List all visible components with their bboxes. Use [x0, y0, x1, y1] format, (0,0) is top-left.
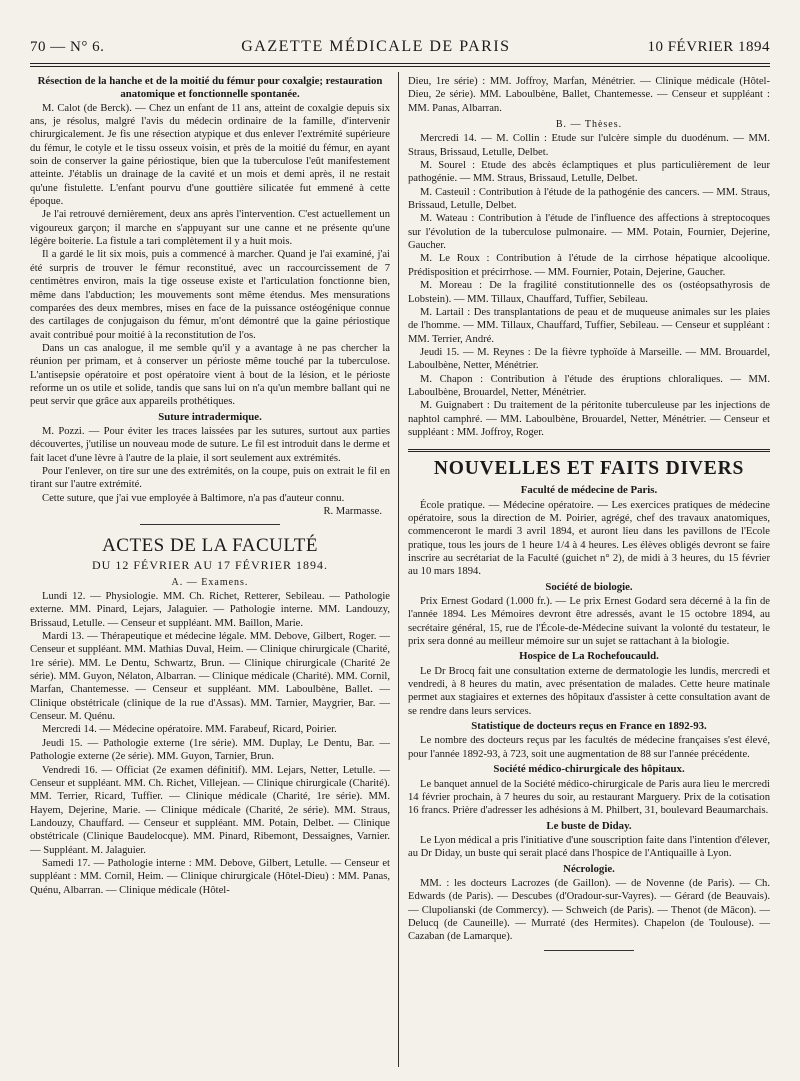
biologie-heading: Société de biologie. [545, 580, 633, 593]
page-header [30, 38, 770, 60]
necrologie-heading: Nécrologie. [563, 862, 615, 875]
actes-title: ACTES DE LA FACULTÉ [102, 535, 318, 557]
examen-entry: Vendredi 16. — Officiat (2e examen définitif). MM. Lejars, Netter, Letulle. — Censeur et suppléant. MM. Ch. Richet, Villejean. — Clinique chirurgicale (Charité). MM. Terrier, Ricard, Tuffier. — Clinique médicale (Charité, 1re série). MM. Hayem, Dejerine, Marie. — Clinique médicale (Charité, 2e série). MM. Straus, Landouzy, Chauffard. — Censeur et suppléant. MM. Potain, Delbet. — Clinique obstétricale (Clinique Baudelocque). MM. Pinard, Ribemont, Dessaignes, Varnier. — Suppléant. M. Jalaguier. [30, 764, 390, 856]
examen-entry: Mardi 13. — Thérapeutique et médecine légale. MM. Debove, Gilbert, Roger. — Censeur et suppléant. MM. Mathias Duval, Heim. — Clinique chirurgicale (Charité, 1re série). MM. Le Dentu, Schwartz, Brun. — Clinique chirurgicale (Charité 2e série). MM. Guyon, Nélaton, Albarran. — Clinique médicale (Charité). MM. Cornil, Marfan, Chantemesse. — Censeur et suppléant. MM. Laboulbène, Ballet. — Clinique obstétricale (clinique de la rue d'Assas). MM. Tarnier, Maygrier, Bar. — Censeur. M. Quénu. [30, 631, 390, 723]
statistique-heading: Statistique de docteurs reçus en France en 1892-93. [471, 720, 707, 733]
these-entry: M. Wateau : Contribution à l'étude de l'influence des affections à streptocoques sur l'évolution de la tuberculose pulmonaire. — MM. Potain, Fournier, Dejerine, Gaucher. [408, 213, 770, 252]
resection-title: Résection de la hanche et de la moitié du fémur pour coxalgie; restauration anatomique et fonctionnelle spontanée. [37, 75, 383, 101]
calot-paragraph: Il a gardé le lit six mois, puis a commencé à marcher. Quand je l'ai examiné, j'ai été surpris de trouver le fémur reconstitué, avec un raccourcissement de 7 centimètres environ, mais la tige osseuse existe et l'articulation fonctionne bien, même dans l'abduction; les mouvements sont même étendus. Mes mensurations comparées des deux membres, mises en face de la puissance ostéogénique connue des cartilages de conjugaison du fémur, m'ont démontré que la gaine périostique avait contribué pour moitié à la reconstitution de l'os. [30, 249, 390, 341]
column-divider [398, 72, 399, 1067]
societe-text: Le banquet annuel de la Société médico-chirurgicale de Paris aura lieu le mercredi 14 février prochain, à 7 heures du soir, au restaurant Marguery. Prix de la cotisation 16 francs. Prière d'adresser les adhésions à M. Philbert, 31, boulevard Beaumarchais. [408, 778, 770, 817]
these-entry: M. Sourel : Etude des abcès éclamptiques et plus particulièrement de leur pathogénie. — MM. Straus, Brissaud, Letulle, Delbet. [408, 160, 770, 185]
examen-entry: Lundi 12. — Physiologie. MM. Ch. Richet, Retterer, Sebileau. — Pathologie externe. MM. Pinard, Lejars, Jalaguier. — Pathologie interne. MM. Landouzy, Brissaud, Letulle. — Censeur et suppléant. MM. Baillon, Marie. [30, 591, 390, 629]
end-rule [544, 950, 634, 951]
diday-heading: Le buste de Diday. [546, 819, 632, 832]
author-signature: R. Marmasse. [323, 506, 382, 517]
these-entry: M. Lartail : Des transplantations de peau et de muqueuse animales sur les plaies de l'homme. — MM. Tillaux, Chauffard, Tuffier, Sebileau. — Censeur et suppléant : MM. Terrier, André. [408, 306, 770, 345]
examen-entry: Samedi 17. — Pathologie interne : MM. Debove, Gilbert, Letulle. — Censeur et suppléant : MM. Cornil, Heim. — Clinique chirurgicale (Hôtel-Dieu) : MM. Panas, Quénu, Albarran. — Clinique médicale (Hôtel- [30, 857, 390, 896]
actes-dates: DU 12 FÉVRIER AU 17 FÉVRIER 1894. [91, 558, 328, 573]
these-entry: M. Guignabert : Du traitement de la péritonite tuberculeuse par les injections de naphtol camphré. — MM. Laboulbène, Brouardel, Netter, Ménétrier. — Censeur et suppléant : MM. Joffroy, Roger. [408, 400, 770, 438]
suture-title: Suture intradermique. [158, 410, 262, 423]
these-entry: Jeudi 15. — M. Reynes : De la fièvre typhoïde à Marseille. — MM. Brouardel, Laboulbène, Netter, Ménétrier. [408, 346, 770, 372]
header-rule-thin [30, 66, 770, 67]
page-number: 70 — N° 6. [30, 39, 105, 55]
faculte-heading: Faculté de médecine de Paris. [520, 484, 658, 497]
diday-text: Le Lyon médical a pris l'initiative d'une souscription faite dans l'intention d'élever, au Dr Diday, un buste qui serait placé dans l'hospice de l'Antiquaille à Lyon. [408, 834, 770, 860]
these-entry: M. Casteuil : Contribution à l'étude de la pathogénie des cancers. — MM. Straus, Brissaud, Letulle, Delbet. [408, 186, 770, 212]
calot-paragraph: M. Calot (de Berck). — Chez un enfant de 11 ans, atteint de coxalgie depuis six ans, je résolus, malgré l'avis du médecin ordinaire de la famille, d'intervenir chirurgicalement. Je fis une résection atypique et dus enlever l'extrémité supérieure du fémur, le cotyle et le tissu osseux voisin, et près de la moitié du fémur, en ayant soin de conserver la gaine périostique, bien que la tuberculose l'eût manifestement atteinte. J'établis un drainage de la cavité et un mois et demi après, il ne restait qu'une fistulette. L'enfant pourvu d'une gouttière silicatée fut emmené à cette époque. [30, 102, 390, 208]
nouvelles-rule [408, 449, 770, 450]
journal-title: GAZETTE MÉDICALE DE PARIS [241, 38, 511, 55]
these-entry: M. Moreau : De la fragilité constitutionnelle des os (ostéopsathyrosis de Lobstein). — MM. Tillaux, Chauffard, Tuffier, Sebileau. [408, 280, 770, 305]
examens-heading: A. — Examens. [171, 576, 249, 588]
right-column [408, 75, 770, 951]
examen-continuation: Dieu, 1re série) : MM. Joffroy, Marfan, Ménétrier. — Clinique médicale (Hôtel-Dieu, 2e série). MM. Laboulbène, Ballet, Chantemesse. — Censeur et suppléant : MM. Panas, Albarran. [408, 76, 770, 114]
nouvelles-title: NOUVELLES ET FAITS DIVERS [433, 458, 745, 480]
statistique-text: Le nombre des docteurs reçus par les facultés de médecine françaises s'est élevé, pour l'année 1892-93, à 723, soit une augmentation de 88 sur l'année précédente. [408, 735, 770, 760]
issue-date: 10 FÉVRIER 1894 [647, 39, 770, 55]
pozzi-paragraph: M. Pozzi. — Pour éviter les traces laissées par les sutures, surtout aux parties découvertes, j'utilise un nouveau mode de suture. Le fil est introduit dans le derme et fait lacet d'une lèvre à l'autre de la plaie, il sort seulement aux extrémités. [30, 425, 390, 464]
biologie-text: Prix Ernest Godard (1.000 fr.). — Le prix Ernest Godard sera décerné à la fin de l'année 1894. Les Mémoires devront être adressés, avant le 15 octobre 1894, au secrétaire général, 15, rue de l'École-de-Médecine suivant la volonté du testateur, le prix sera donné au meilleur mémoire sur un sujet se rattachant à la biologie. [408, 596, 770, 648]
these-entry: Mercredi 14. — M. Collin : Etude sur l'ulcère simple du duodénum. — MM. Straus, Brissaud, Letulle, Delbet. [408, 133, 770, 158]
pozzi-paragraph: Pour l'enlever, on tire sur une des extrémités, on la coupe, puis on extrait le fil en tirant sur l'autre extrémité. [30, 465, 390, 491]
faculte-text: École pratique. — Médecine opératoire. — Les exercices pratiques de médecine opératoire, sous la direction de M. Poirier, agrégé, chef des travaux anatomiques, commenceront le mardi 3 avril 1894, et auront lieu dans les pavillons de l'Ecole pratique, tous les jours de 1 heure 1/4 à 4 heures. Les élèves obligés devront se faire inscrire au secrétariat de la Faculté (guichet n° 2), de midi à 3 heures, du 15 février au 10 mars 1894. [408, 499, 770, 578]
calot-paragraph: Je l'ai retrouvé dernièrement, deux ans après l'intervention. C'est actuellement un vigoureux garçon; il marche en s'appuyant sur une canne et ne présente qu'une légère boiterie. La fistule a tari complètement il y a huit mois. [30, 209, 390, 248]
hospice-heading: Hospice de La Rochefoucauld. [519, 650, 659, 663]
theses-heading: B. — Thèses. [555, 119, 623, 131]
left-column [30, 75, 390, 897]
calot-paragraph: Dans un cas analogue, il me semble qu'il y a avantage à ne pas chercher la réunion per primam, et à conserver un périoste même touché par la tuberculose. L'antisepsie opératoire et post opératoire vient à bout de la lésion, et le périoste reforme un os utile et solide, tandis que sans lui on n'a qu'un membre ballant qui ne peut servir que grâce aux appareils prothétiques. [30, 342, 390, 408]
societe-heading: Société médico-chirurgicale des hôpitaux. [493, 763, 685, 776]
section-divider [140, 524, 280, 525]
pozzi-paragraph: Cette suture, que j'ai vue employée à Baltimore, n'a pas d'auteur connu. [42, 492, 345, 504]
nouvelles-rule-thin [408, 451, 770, 452]
necrologie-text: MM. : les docteurs Lacrozes (de Gaillon). — de Novenne (de Paris). — Ch. Edwards (de Paris). — Descubes (d'Oradour-sur-Vayres). — Gérard (de Beauvais). — Clupolianski (de Commercy). — Schweich (de Paris). — Thenot (de Mâcon). — Delucq (de Cauneille). — Murraté (des Hermites). Chapelon (de Toulouse). — Cazaban (de Lamarque). [408, 877, 770, 943]
header-rule [30, 63, 770, 64]
hospice-text: Le Dr Brocq fait une consultation externe de dermatologie les lundis, mercredi et vendredi, à 8 heures du matin, avec présentation de malades. Cette heure matinale permet aux stagiaires et externes des hôpitaux d'assister à cette consultation avant de se rendre dans leurs services. [408, 665, 770, 717]
examen-entry: Mercredi 14. — Médecine opératoire. MM. Farabeuf, Ricard, Poirier. [42, 724, 337, 736]
these-entry: M. Chapon : Contribution à l'étude des éruptions chloraliques. — MM. Laboulbène, Brouardel, Netter, Ménétrier. [408, 373, 770, 398]
these-entry: M. Le Roux : Contribution à l'étude de la cirrhose hépatique alcoolique. Prédisposition et précirrhose. — MM. Fournier, Potain, Dejerine, Gaucher. [408, 253, 770, 278]
examen-entry: Jeudi 15. — Pathologie externe (1re série). MM. Duplay, Le Dentu, Bar. — Pathologie externe (2e série). MM. Guyon, Tarnier, Brun. [30, 737, 390, 763]
